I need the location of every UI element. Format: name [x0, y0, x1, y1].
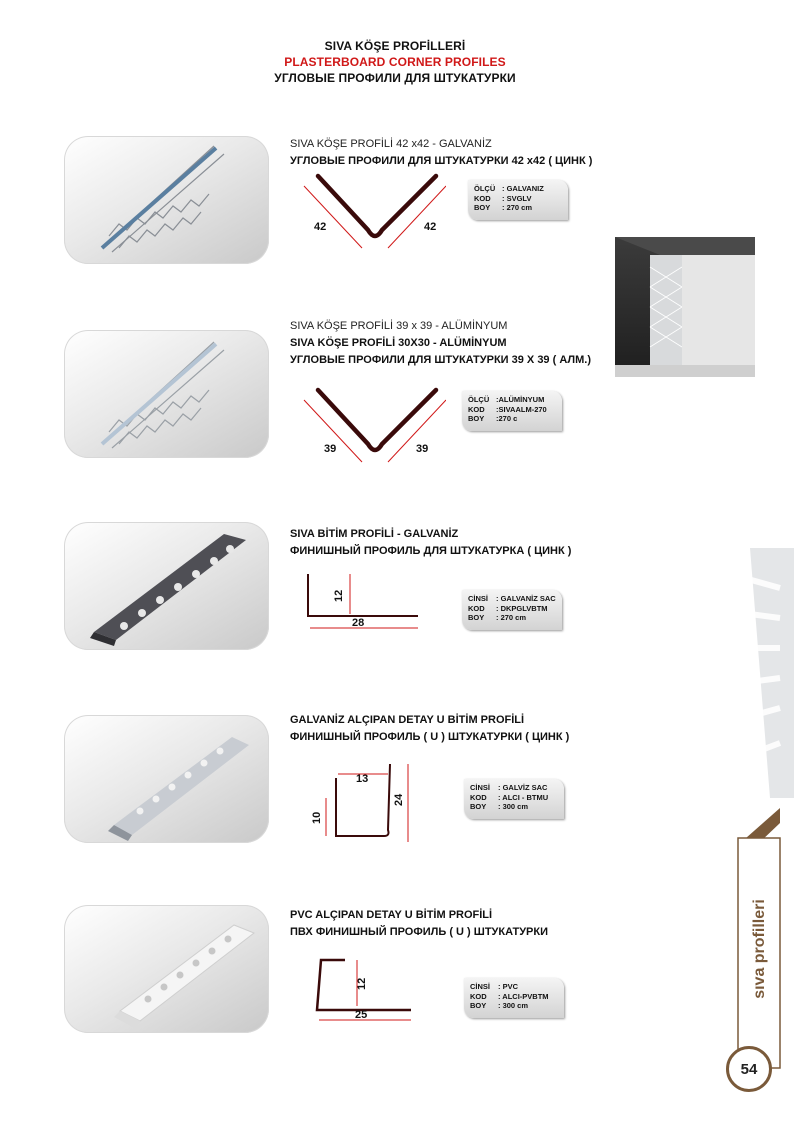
- product-5-diagram: [305, 950, 425, 1030]
- product-4-diagram: [310, 758, 430, 848]
- product-1-spec-box: [468, 180, 568, 220]
- product-2-spec-box: [462, 391, 562, 431]
- product-2-title-line1: SIVA KÖŞE PROFİLİ 39 x 39 - ALÜMİNYUM: [290, 320, 508, 332]
- product-5-title-line1: PVC ALÇIPAN DETAY U BİTİM PROFİLİ: [290, 909, 493, 921]
- product-2-title-line2: SIVA KÖŞE PROFİLİ 30X30 - ALÜMİNYUM: [290, 337, 507, 349]
- page-number: 54: [726, 1046, 772, 1092]
- spec-row: ÖLÇÜ : GALVANIZ: [474, 184, 544, 193]
- product-4-title-line1: GALVANİZ ALÇIPAN DETAY U BİTİM PROFİLİ: [290, 714, 525, 726]
- spec-row: CİNSİ : GALVANİZ SAC: [468, 594, 556, 603]
- spec-row: CİNSİ : PVC: [470, 982, 519, 991]
- header-title-ru: УГЛОВЫЕ ПРОФИЛИ ДЛЯ ШТУКАТУРКИ: [274, 71, 516, 85]
- product-5-spec-box: [464, 978, 564, 1018]
- product-2-dim-right: 39: [416, 443, 429, 455]
- section-title-text: sıva profilleri: [751, 899, 768, 999]
- product-3-diagram: [300, 570, 430, 640]
- spec-row: ÖLÇÜ :ALÜMİNYUM: [468, 395, 545, 404]
- spec-row: BOY : 300 cm: [470, 1001, 529, 1010]
- product-4-photo: [64, 715, 269, 843]
- header-title-en: PLASTERBOARD CORNER PROFILES: [284, 55, 506, 69]
- product-2-dim-left: 39: [324, 443, 337, 455]
- spec-row: KOD :SIVAALM-270: [468, 404, 547, 414]
- spec-row: BOY : 270 cm: [468, 613, 527, 622]
- spec-row: KOD : DKPGLVBTM: [468, 603, 548, 613]
- product-2-diagram: [296, 382, 446, 482]
- product-1-title-line2: УГЛОВЫЕ ПРОФИЛИ ДЛЯ ШТУКАТУРКИ 42 x42 ( ЦИНК ): [290, 155, 593, 167]
- product-4-spec-box: [464, 779, 564, 819]
- product-3-title-line2: ФИНИШНЫЙ ПРОФИЛЬ ДЛЯ ШТУКАТУРКА ( ЦИНК ): [290, 545, 572, 557]
- corner-application-photo: [615, 237, 755, 377]
- spec-row: KOD : ALCI - BTMU: [470, 792, 549, 802]
- product-1-photo: [64, 136, 269, 264]
- spec-row: BOY : 270 cm: [474, 203, 533, 212]
- spec-row: KOD : ALCI-PVBTM: [470, 991, 549, 1001]
- product-4-dim-lip: 10: [311, 811, 323, 824]
- product-3-spec-box: [462, 590, 562, 630]
- product-5-dim-width: 25: [355, 1009, 368, 1021]
- product-1-dim-left: 42: [314, 221, 327, 233]
- product-2-title-line3: УГЛОВЫЕ ПРОФИЛИ ДЛЯ ШТУКАТУРКИ 39 X 39 ( АЛМ.): [290, 354, 592, 366]
- spec-row: KOD : SVGLV: [474, 193, 532, 203]
- product-3-dim-width: 28: [352, 617, 365, 629]
- product-4-title-line2: ФИНИШНЫЙ ПРОФИЛЬ ( U ) ШТУКАТУРКИ ( ЦИНК ): [290, 731, 570, 743]
- page-header: [230, 38, 560, 86]
- product-4-title: [290, 712, 569, 746]
- product-5-title-line2: ПВХ ФИНИШНЫЙ ПРОФИЛЬ ( U ) ШТУКАТУРКИ: [290, 926, 549, 938]
- product-4-dim-width: 13: [356, 773, 369, 785]
- product-3-photo: [64, 522, 269, 650]
- product-3-title: [290, 526, 571, 560]
- product-1-dim-right: 42: [424, 221, 437, 233]
- product-2-title: [290, 318, 591, 369]
- product-5-title: [290, 907, 548, 941]
- product-5-photo: [64, 905, 269, 1033]
- product-1-diagram: [296, 168, 446, 268]
- header-title-tr: SIVA KÖŞE PROFİLLERİ: [324, 39, 466, 53]
- product-3-title-line1: SIVA BİTİM PROFİLİ - GALVANİZ: [290, 528, 459, 540]
- product-1-title-line1: SIVA KÖŞE PROFİLİ 42 x42 - GALVANİZ: [290, 138, 492, 150]
- product-2-photo: [64, 330, 269, 458]
- product-1-title: [290, 136, 592, 170]
- spec-row: CİNSİ : GALVİZ SAC: [470, 783, 548, 792]
- product-3-dim-height: 12: [333, 589, 345, 602]
- product-4-dim-height: 24: [393, 793, 405, 806]
- product-5-dim-height: 12: [356, 977, 368, 990]
- spec-row: BOY :270 c: [468, 414, 518, 423]
- spec-row: BOY : 300 cm: [470, 802, 529, 811]
- section-title-vertical: [740, 838, 780, 1060]
